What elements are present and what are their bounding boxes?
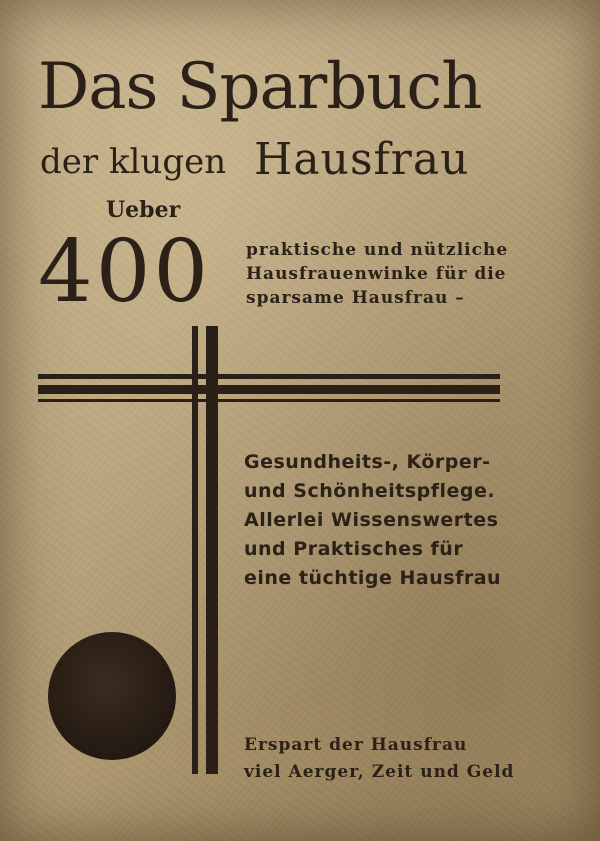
count-prefix: Ueber [106,197,181,223]
title-line-2-small: der klugen [40,142,227,182]
topics-list [244,448,501,593]
topic-line: und Schönheitspflege. [244,480,496,502]
tagline-line: Erspart der Hausfrau [244,735,468,755]
topic-line: eine tüchtige Hausfrau [244,567,502,589]
cross-horizontal-bar-bottom [38,399,500,402]
cross-horizontal-bar-middle [38,385,500,394]
topic-line: Gesundheits-, Körper- [244,451,491,473]
tagline [244,732,514,786]
title-line-1: Das Sparbuch [38,50,482,124]
tagline-line: viel Aerger, Zeit und Geld [244,762,515,782]
decorative-circle [48,632,176,760]
cross-horizontal-bar-top [38,374,500,379]
topic-line: und Praktisches für [244,538,464,560]
count-description-line: praktische und nützliche [246,240,509,260]
count-description-line: Hausfrauenwinke für die [246,264,507,284]
count-description [246,238,508,310]
title-line-2-large: Hausfrau [254,134,470,185]
topic-line: Allerlei Wissenswertes [244,509,499,531]
count-number: 400 [38,222,212,322]
count-description-line: sparsame Hausfrau – [246,288,465,308]
